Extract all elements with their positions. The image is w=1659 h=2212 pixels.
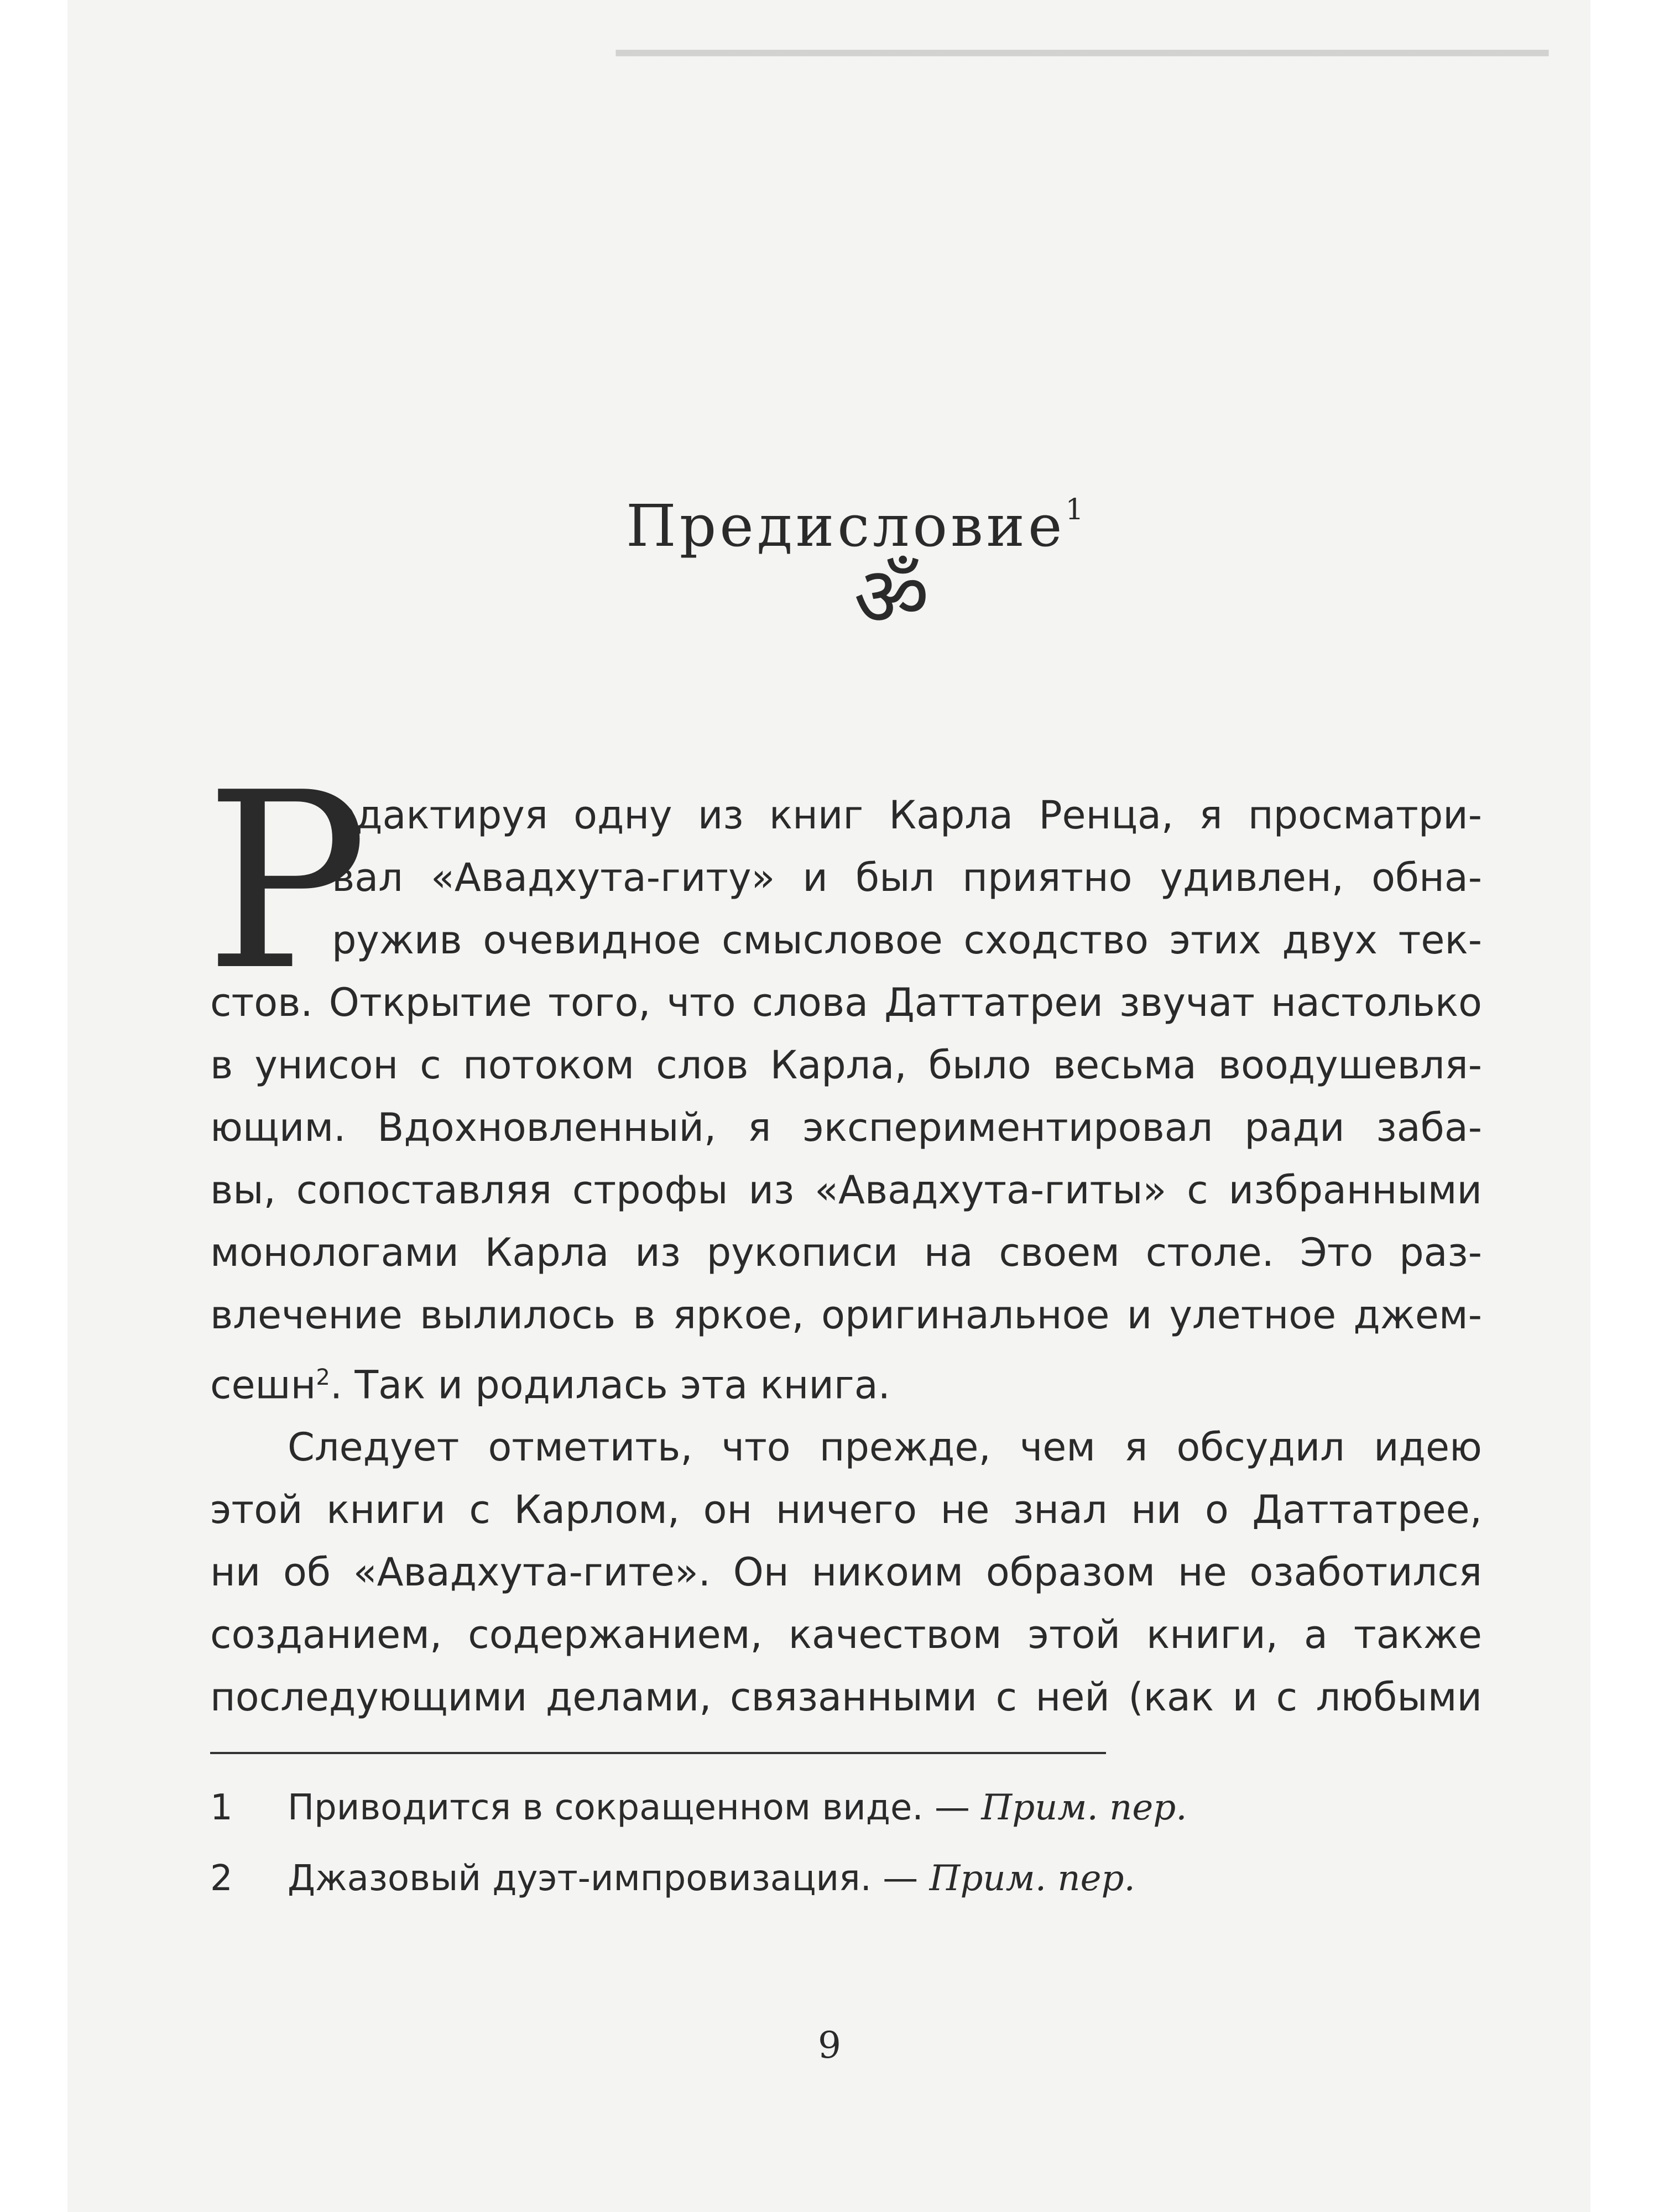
om-symbol-icon: ॐ [853, 549, 930, 645]
body-text [210, 784, 1482, 1729]
footnote-number: 2 [210, 1858, 233, 1899]
text-line: вал «Авадхута-гиту» и был приятно удивлен, обна- [332, 855, 1482, 900]
text-fragment: . Так и родилась эта книга. [330, 1362, 890, 1408]
text-line: ющим. Вдохновленный, я экспериментировал ради заба- [210, 1105, 1482, 1150]
footnote-note: Прим. пер. [981, 1787, 1187, 1828]
text-line: ни об «Авадхута-гите». Он никоим образом не озаботился [210, 1550, 1482, 1595]
text-line: вы, сопоставляя строфы из «Авадхута-гиты» с избранными [210, 1167, 1482, 1213]
text-line: едактируя одну из книг Карла Ренца, я просматри- [332, 792, 1482, 838]
text-fragment: сешн [210, 1362, 316, 1408]
page-number: 9 [818, 2024, 841, 2067]
footnote-ref: 2 [316, 1365, 330, 1390]
text-line: Следует отметить, что прежде, чем я обсудил идею [288, 1425, 1482, 1470]
footnote-1 [210, 1787, 1187, 1828]
text-line: стов. Открытие того, что слова Даттатреи звучат настолько [210, 980, 1482, 1025]
text-line: этой книги с Карлом, он ничего не знал ни о Даттатрее, [210, 1487, 1482, 1533]
show-through-text-top: ━━━━━━━━━━━━━━━━━━━━━━━━━━━━━━━━━━━━━━━━ [616, 30, 1548, 76]
drop-cap-letter: Р [205, 740, 369, 1024]
text-line: в унисон с потоком слов Карла, было весьма воодушевля- [210, 1042, 1482, 1088]
footnote-note: Прим. пер. [929, 1858, 1135, 1899]
footnote-number: 1 [210, 1787, 233, 1828]
footnote-text: Джазовый дуэт-импровизация. — [288, 1858, 930, 1899]
footnote-2 [210, 1858, 1135, 1899]
footnote-text: Приводится в сокращенном виде. — [288, 1787, 982, 1828]
text-line: ружив очевидное смысловое сходство этих двух тек- [332, 917, 1482, 963]
chapter-footnote-ref: 1 [1065, 493, 1084, 526]
text-line: созданием, содержанием, качеством этой книги, а также [210, 1612, 1482, 1658]
chapter-title: Предисловие [626, 492, 1066, 560]
text-line: последующими делами, связанными с ней (как и с любыми [210, 1674, 1482, 1720]
text-line: влечение вылилось в яркое, оригинальное и улетное джем- [210, 1292, 1482, 1338]
text-line: монологами Карла из рукописи на своем столе. Это раз- [210, 1230, 1482, 1275]
text-line [210, 1347, 1482, 1416]
footnote-divider [210, 1752, 1106, 1754]
